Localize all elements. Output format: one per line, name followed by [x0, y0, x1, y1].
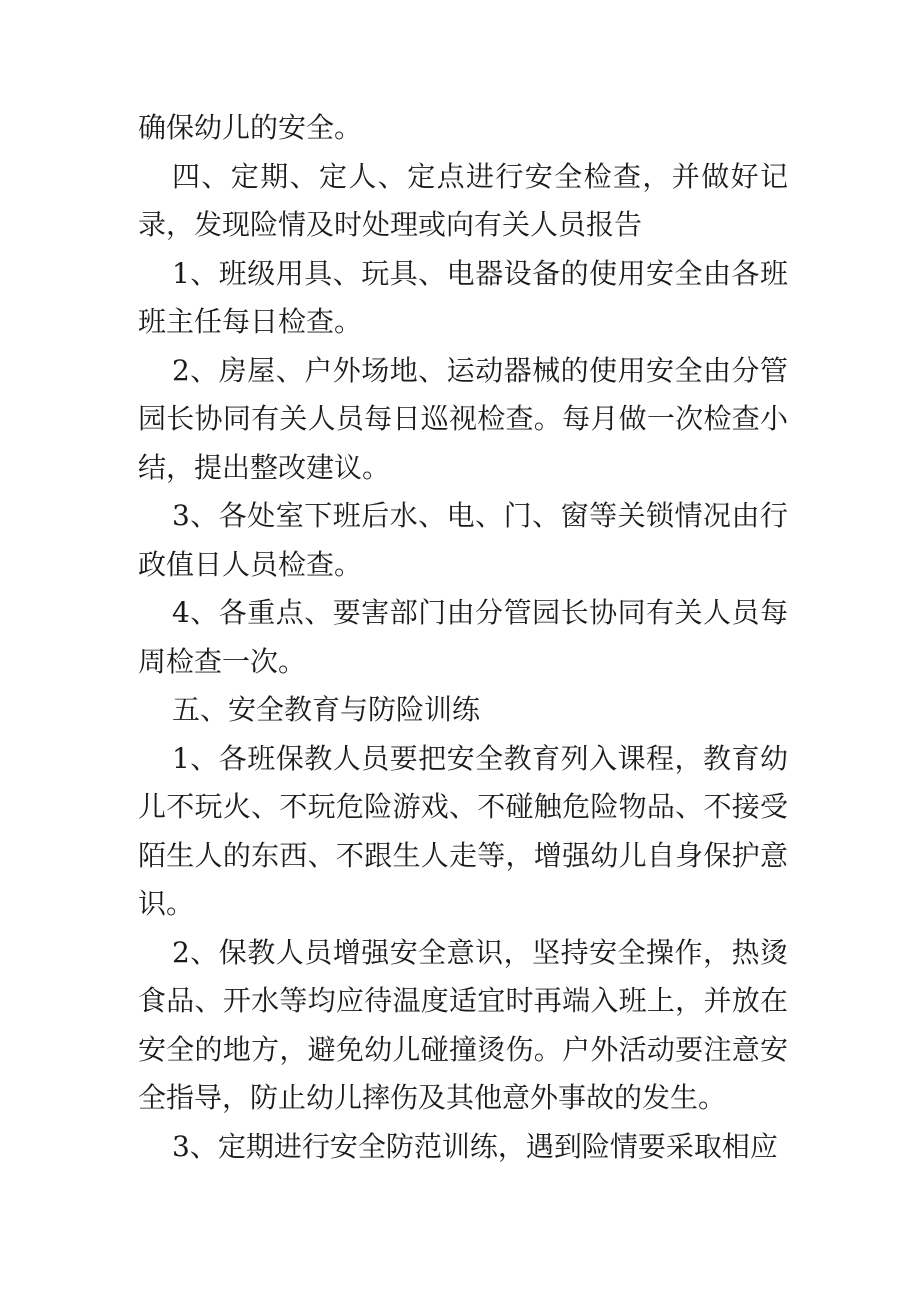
section-heading-5: 五、安全教育与防险训练 — [172, 693, 481, 726]
list-item-5-1: 1、各班保教人员要把安全教育列入课程，教育幼儿不玩火、不玩危险游戏、不碰触危险物品、不接受陌生人的东西、不跟生人走等，增强幼儿自身保护意识。 — [138, 741, 788, 920]
section-heading-4: 四、定期、定人、定点进行安全检查，并做好记录，发现险情及时处理或向有关人员报告 — [138, 159, 788, 241]
list-item-4-1: 1、班级用具、玩具、电器设备的使用安全由各班班主任每日检查。 — [138, 256, 788, 338]
list-item-4-2: 2、房屋、户外场地、运动器械的使用安全由分管园长协同有关人员每日巡视检查。每月做一次检查小结，提出整改建议。 — [138, 353, 788, 484]
list-item-5-3: 3、定期进行安全防范训练，遇到险情要采取相应 — [172, 1129, 778, 1163]
list-item-4-4: 4、各重点、要害部门由分管园长协同有关人员每周检查一次。 — [138, 596, 788, 678]
list-item-5-2: 2、保教人员增强安全意识，坚持安全操作，热烫食品、开水等均应待温度适宜时再端入班上，并放在安全的地方，避免幼儿碰撞烫伤。户外活动要注意安全指导，防止幼儿摔伤及其他意外事故的发生。 — [138, 935, 788, 1114]
list-item-4-3: 3、各处室下班后水、电、门、窗等关锁情况由行政值日人员检查。 — [138, 499, 788, 581]
paragraph-continuation: 确保幼儿的安全。 — [138, 111, 363, 144]
document-body — [138, 104, 788, 1171]
